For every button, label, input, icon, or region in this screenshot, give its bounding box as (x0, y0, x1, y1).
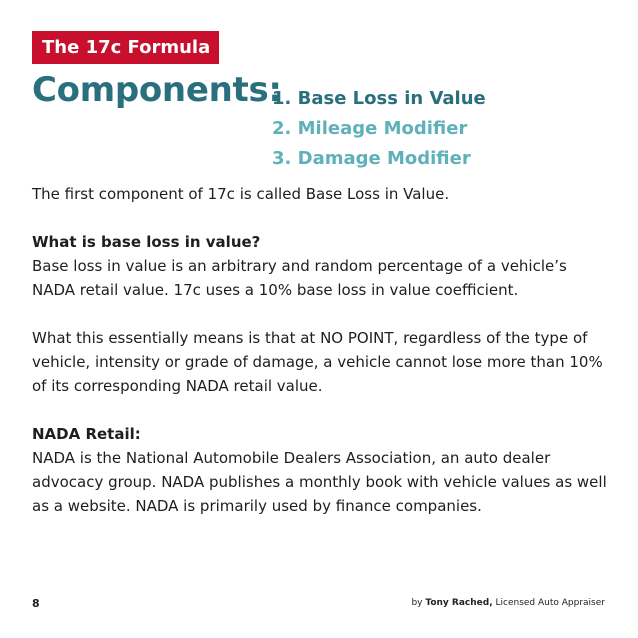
section-text: Base loss in value is an arbitrary and random percentage of a vehicle’s NADA retail value. 17c uses a 10% base loss in value coefficient. (32, 257, 567, 299)
credit-prefix: by (411, 598, 423, 608)
section-base-loss (32, 230, 607, 302)
component-item-mileage: 2. Mileage Modifier (272, 118, 468, 139)
components-list (272, 84, 486, 174)
component-item-damage: 3. Damage Modifier (272, 148, 471, 169)
section-nada (32, 422, 607, 518)
author-name: Tony Rached, (425, 598, 493, 608)
intro-paragraph: The first component of 17c is called Base Loss in Value. (32, 185, 450, 203)
section-meaning (32, 326, 607, 398)
section-text: NADA is the National Automobile Dealers Association, an auto dealer advocacy group. NADA publishes a monthly book with vehicle values as well as a website. NADA is primarily used by finance companies. (32, 449, 607, 515)
author-credit (411, 598, 605, 608)
section-text: What this essentially means is that at NO POINT, regardless of the type of vehicle, intensity or grade of damage, a vehicle cannot lose more than 10% of its corresponding NADA retail value. (32, 329, 603, 395)
body-text (32, 182, 607, 542)
section-heading: NADA Retail: (32, 425, 141, 443)
page-heading: Components: (32, 70, 282, 110)
component-item-base-loss: 1. Base Loss in Value (272, 88, 486, 109)
page-number: 8 (32, 597, 40, 610)
section-tag: The 17c Formula (32, 31, 219, 64)
section-heading: What is base loss in value? (32, 233, 261, 251)
author-role: Licensed Auto Appraiser (495, 598, 605, 608)
